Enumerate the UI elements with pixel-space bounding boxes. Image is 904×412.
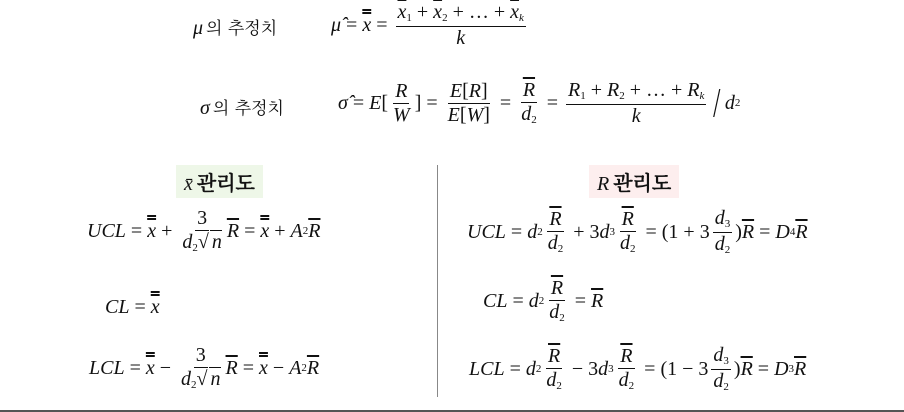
xbar-lcl-label: LCL	[89, 356, 125, 379]
r-lcl-label: LCL	[469, 357, 505, 380]
xbar-cl-formula: CL = x	[105, 296, 160, 318]
xbar-symbol: x̄	[184, 173, 193, 195]
r-cl-formula: CL = d 2 $\frac{\overline{R}}{d_2}$ = $\overline{R}$	[483, 277, 604, 324]
r-lcl-formula: LCL = d 2 $\frac{\overline{R}}{d_2}$ − 3 d 3 $\frac{\overline{R}}{d_2}$ = (1 − 3 $\frac{d_3}{d_2}$ ) $\overline{R}$ = D 3 $\overline{R}$	[469, 344, 807, 393]
mu-estimator-label	[193, 14, 277, 40]
r-ucl-formula: UCL = d 2 $\frac{\overline{R}}{d_2}$ + 3 d 3 $\frac{\overline{R}}{d_2}$ = (1 + 3 $\frac{d_3}{d_2}$ ) $\overline{R}$ = D 4 $\overline{R}$	[467, 207, 808, 256]
xbar-lcl-formula: LCL = x − $\frac{3}{d_2√ n}$ $\overline{R}$ = x − A 2 $\overline{R}$	[89, 344, 320, 391]
xbar-ucl-label: UCL	[87, 219, 126, 242]
mu-estimator-formula: μ̂ = x = $\frac{\overline{x}_1 + \overline{x}_2 + \dots + \overline{x}_k}{k}$	[331, 1, 524, 49]
r-title-text: 관리도	[613, 171, 672, 195]
sigma-estimator-label	[200, 94, 284, 120]
sigma-estimator-formula: σ̂ = E [ $\frac{R}{W}$ ] = $\frac{E[R]}{E[W]}$ = $\frac{\overline{R}}{d_2}$ = $\frac{R_1 + R_2 + \dots + R_k}{k}$ / d 2	[338, 79, 741, 127]
r-chart-title	[589, 165, 679, 198]
xbar-title-text: 관리도	[196, 171, 255, 195]
r-symbol: R	[597, 173, 610, 195]
mu-symbol: μ	[193, 17, 204, 39]
column-divider	[437, 165, 438, 397]
sigma-symbol: σ	[200, 97, 210, 119]
mu-label-text: 의 추정치	[206, 19, 278, 39]
xbar-ucl-formula: UCL = x + $\frac{3}{d_2√ n}$ $\overline{R}$ = x + A 2 $\overline{R}$	[87, 207, 321, 254]
xbar-lcl-numerator: 3	[195, 344, 206, 366]
r-ucl-label: UCL	[467, 220, 506, 243]
r-cl-label: CL	[483, 289, 508, 312]
xbar-ucl-numerator: 3	[197, 207, 208, 229]
xbar-chart-title	[176, 165, 263, 198]
xbar-cl-label: CL	[105, 296, 130, 318]
sigma-label-text: 의 추정치	[212, 99, 284, 119]
